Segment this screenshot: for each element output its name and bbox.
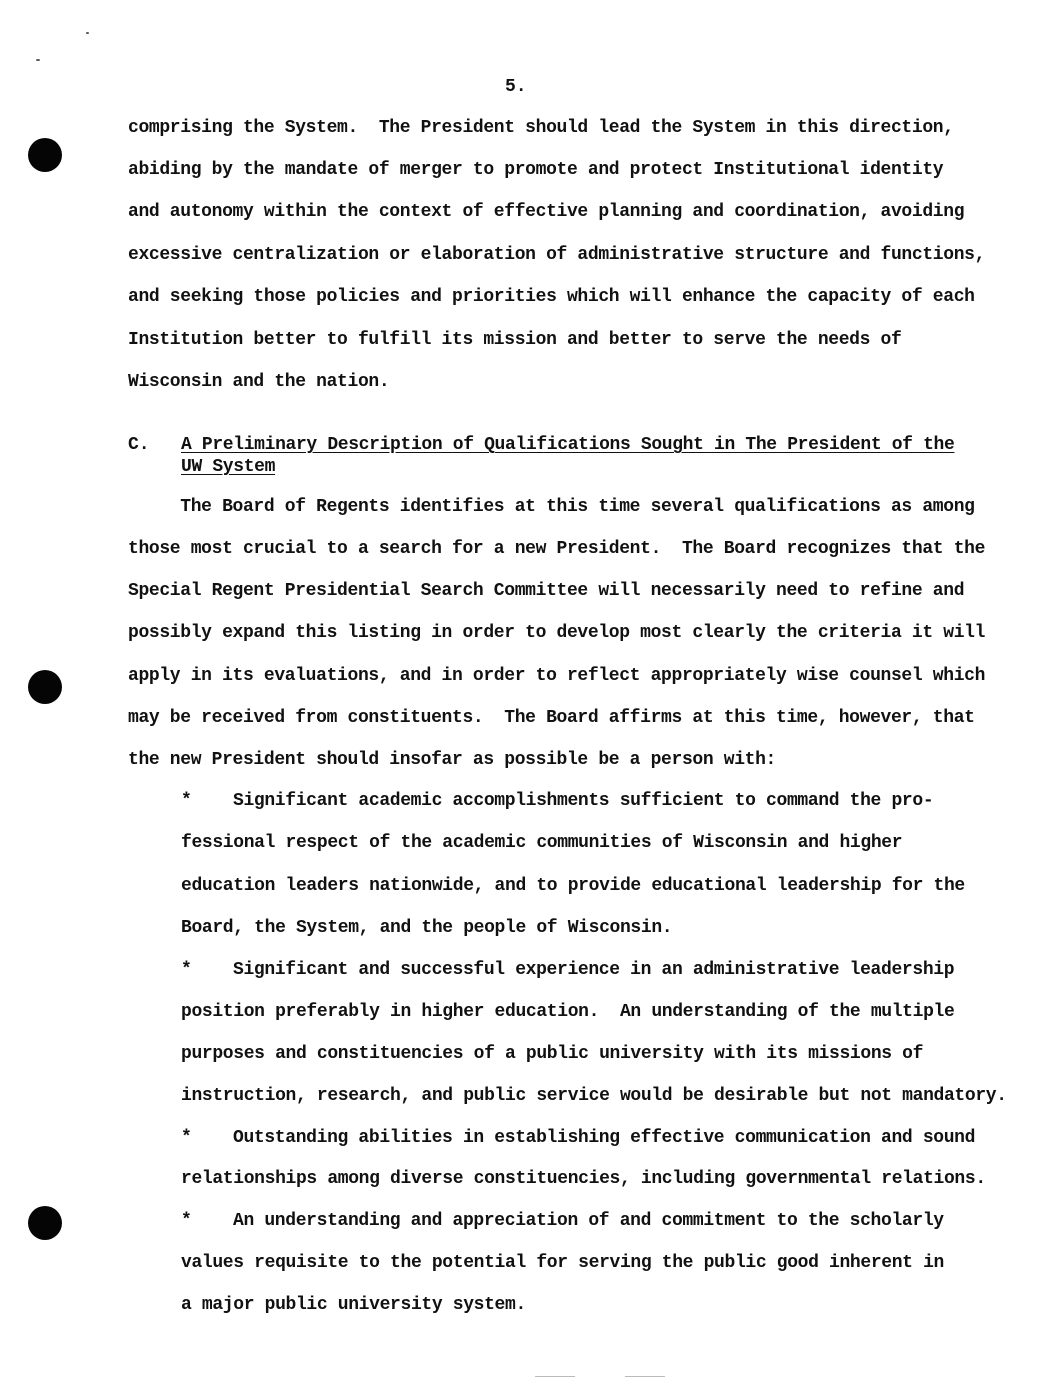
section-label: C. [128, 435, 150, 455]
text-line: abiding by the mandate of merger to promote and protect Institutional identity [128, 160, 944, 180]
scan-footer-mark [535, 1376, 575, 1377]
text-line: Institution better to fulfill its mission and better to serve the needs of [128, 330, 902, 350]
text-line: purposes and constituencies of a public university with its missions of [181, 1044, 924, 1064]
text-line: position preferably in higher education. An understanding of the multiple [181, 1002, 955, 1022]
text-line: Board, the System, and the people of Wisconsin. [181, 918, 673, 938]
text-line: values requisite to the potential for serving the public good inherent in [181, 1253, 944, 1273]
scan-speck [86, 32, 89, 34]
punch-hole-bottom [28, 1206, 62, 1240]
text-line: may be received from constituents. The Board affirms at this time, however, that [128, 708, 975, 728]
text-line: Outstanding abilities in establishing effective communication and sound [233, 1128, 976, 1148]
bullet-asterisk: * [181, 1128, 192, 1148]
text-line: The Board of Regents identifies at this time several qualifications as among [128, 497, 975, 517]
bullet-asterisk: * [181, 960, 192, 980]
text-line: a major public university system. [181, 1295, 526, 1315]
text-line: An understanding and appreciation of and commitment to the scholarly [233, 1211, 944, 1231]
text-line: and seeking those policies and priorities which will enhance the capacity of each [128, 287, 975, 307]
text-line: comprising the System. The President should lead the System in this direction, [128, 118, 954, 138]
bullet-asterisk: * [181, 791, 192, 811]
text-line: Significant and successful experience in an administrative leadership [233, 960, 955, 980]
text-line: Special Regent Presidential Search Committee will necessarily need to refine and [128, 581, 965, 601]
text-line: and autonomy within the context of effective planning and coordination, avoiding [128, 202, 965, 222]
text-line: education leaders nationwide, and to provide educational leadership for the [181, 876, 965, 896]
section-title-line: UW System [181, 457, 276, 477]
scan-speck [36, 59, 40, 61]
text-line: Significant academic accomplishments sufficient to command the pro- [233, 791, 934, 811]
bullet-asterisk: * [181, 1211, 192, 1231]
text-line: excessive centralization or elaboration of administrative structure and functions, [128, 245, 986, 265]
punch-hole-middle [28, 670, 62, 704]
text-line: possibly expand this listing in order to develop most clearly the criteria it will [128, 623, 986, 643]
text-line: the new President should insofar as possible be a person with: [128, 750, 777, 770]
text-line: fessional respect of the academic communities of Wisconsin and higher [181, 833, 903, 853]
section-title-line: A Preliminary Description of Qualifications Sought in The President of the [181, 435, 955, 455]
text-line: apply in its evaluations, and in order to reflect appropriately wise counsel which [128, 666, 986, 686]
page-number: 5. [505, 77, 527, 97]
scan-footer-mark [625, 1376, 665, 1377]
punch-hole-top [28, 138, 62, 172]
text-line: those most crucial to a search for a new President. The Board recognizes that the [128, 539, 986, 559]
text-line: relationships among diverse constituencies, including governmental relations. [181, 1169, 986, 1189]
text-line: Wisconsin and the nation. [128, 372, 390, 392]
text-line: instruction, research, and public service would be desirable but not mandatory. [181, 1086, 1007, 1106]
